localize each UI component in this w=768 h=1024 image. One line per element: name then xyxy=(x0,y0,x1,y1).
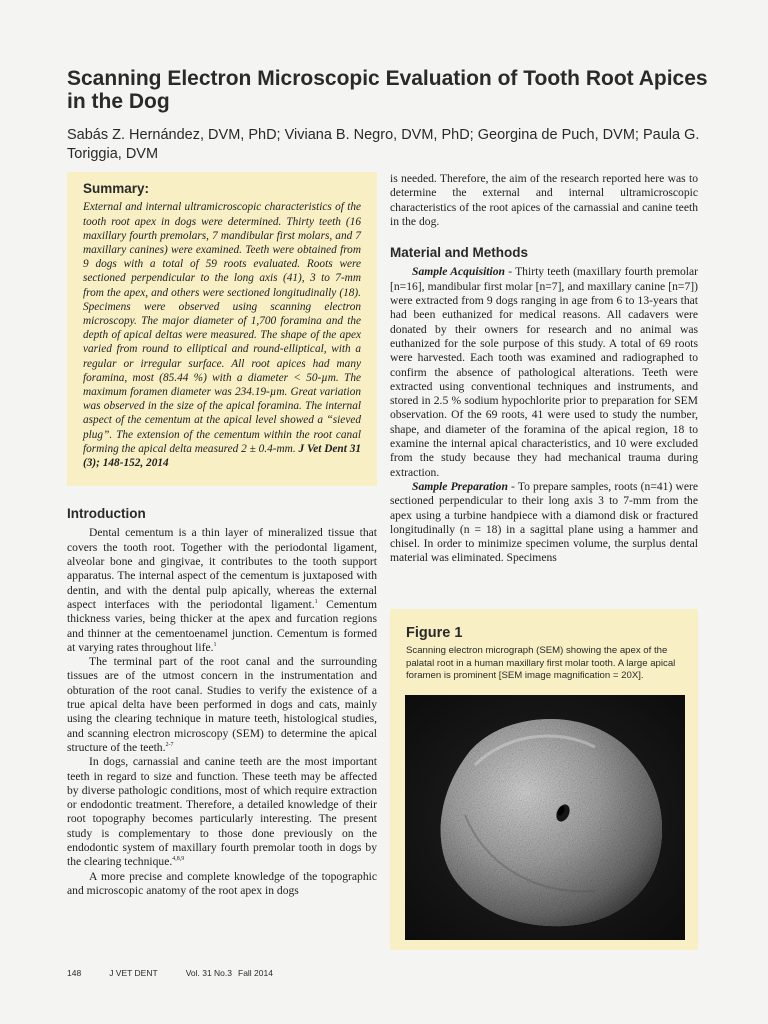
intro-paragraph-3: In dogs, carnassial and canine teeth are the most important teeth in regard to size and function. These teeth may be affected by diverse pathologic conditions, most of which require extraction or endodontic treatment. Therefore, a detailed knowledge of their root topography becomes particularly interesting. The present study is complementary to those done previously on the endodontic system of maxillary fourth premolar tooth in dogs by the clearing technique.$^{4,8,9}$ xyxy=(67,755,377,869)
reference-mark: 4,8,9 xyxy=(172,856,185,863)
journal-volume: Vol. 31 No.3 xyxy=(185,968,232,978)
journal-name: J VET DENT xyxy=(109,968,158,978)
reference-mark: 1 xyxy=(314,599,318,606)
introduction-heading: Introduction xyxy=(67,506,146,522)
journal-season: Fall 2014 xyxy=(238,968,273,978)
intro-paragraph-1: Dental cementum is a thin layer of mineralized tissue that covers the tooth root. Together with the periodontal ligament, alveolar bone and gingivae, it contributes to the tooth support apparatus. The internal aspect of the cementum is juxtaposed with dentin, and with the dental pulp apically, whereas the external aspect interfaces with the periodontal ligament.$^1$ Cementum thickness varies, being thicker at the apex and furcation regions and thinner at the cementoenamel junction. Cementum is formed at varying rates throughout life.$^1$ xyxy=(67,526,377,654)
right-column xyxy=(390,172,698,566)
page-footer xyxy=(67,968,301,978)
figure-1-box xyxy=(390,609,698,950)
sample-preparation-paragraph: Sample Preparation - To prepare samples, roots (n=41) were sectioned perpendicular to their long axis 3 to 7-mm from the apex using a turbine handpiece with a diamond disk or fractured longitudinally (n = 18) in a sagittal plane using a hammer and chisel. In order to minimize specimen volume, the surplus dental material was eliminated. Specimens xyxy=(390,479,698,565)
article-title: Scanning Electron Microscopic Evaluation of Tooth Root Apices in the Dog xyxy=(67,67,708,113)
intro-paragraph-4-continued: is needed. Therefore, the aim of the research reported here was to determine the external and internal ultramicroscopic characteristics of the root apices of the carnassial and canine teeth in the dog. xyxy=(390,172,698,228)
summary-citation: J Vet Dent 31 (3); 148-152, 2014 xyxy=(83,442,361,469)
figure-heading: Figure 1 xyxy=(406,625,463,641)
figure-caption: Scanning electron micrograph (SEM) showing the apex of the palatal root in a human maxillary first molar tooth. A large apical foramen is prominent [SEM image magnification = 20X]. xyxy=(406,645,676,682)
left-column xyxy=(67,172,377,898)
reference-mark: 2-7 xyxy=(165,742,174,749)
reference-mark: 1 xyxy=(213,641,217,648)
intro-paragraph-2: The terminal part of the root canal and the surrounding tissues are of the utmost concern in the instrumentation and obturation of the root canal. Studies to verify the existence of a true apical delta have been performed in dogs and cats, mainly using the clearing technique in mature teeth, histological studies, and scanning electron microscopy (SEM) to determine the apical structure of the teeth.$^{2-7}$ xyxy=(67,655,377,754)
methods-heading: Material and Methods xyxy=(390,245,529,261)
summary-heading: Summary: xyxy=(83,181,150,196)
author-list: Sabás Z. Hernández, DVM, PhD; Viviana B. Negro, DVM, PhD; Georgina de Puch, DVM; Paula G. Toriggia, DVM xyxy=(67,127,700,162)
sample-acquisition-label: Sample Acquisition xyxy=(412,265,505,279)
page-number: 148 xyxy=(67,968,82,978)
summary-text: External and internal ultramicroscopic characteristics of the tooth root apex in dogs were determined. Thirty teeth (16 maxillary fourth premolars, 7 mandibular first molars, and 7 maxillary canines) were examined. Teeth were obtained from 9 dogs with a total of 59 roots evaluated. Roots were sectioned perpendicular to the long axis (41), 3 to 7-mm from the apex, and others were sectioned longitudinally (18). Specimens were observed using scanning electron microscopy. The major diameter of 1,700 foramina and the depth of apical deltas were measured. The shape of the apex varied from round to elliptical and round-elliptical, with a regular or irregular surface. All root apices had many foramina, most (85.44 %) with a diameter < 50-µm. The maximum foramen diameter was 234.19-µm. Great variation was observed in the size of the apical foramina. The internal aspect of the cementum at the apical level showed a “sieved plug”. The extension of the cementum within the root canal forming the apical delta measured 2 ± 0.4-mm. J Vet Dent 31 (3); 148-152, 2014 xyxy=(83,201,361,469)
sem-micrograph-image xyxy=(405,695,685,940)
summary-box xyxy=(67,172,377,486)
sample-preparation-label: Sample Preparation xyxy=(412,479,508,493)
sample-acquisition-paragraph: Sample Acquisition - Thirty teeth (maxillary fourth premolar [n=16], mandibular first molar [n=7], and maxillary canine [n=7]) were extracted from 9 dogs ranging in age from 6 to 13-years that had been euthanized for medical reasons. All cadavers were donated by their owners for research and no animal was euthanized for the sole purpose of this study. A total of 69 roots were harvested. Each tooth was examined and radiographed to confirm the absence of pathological alterations. Teeth were extracted using conventional techniques and instruments, and stored in 2.5 % sodium hypochlorite prior to preparation for SEM observation. Of the 69 roots, 41 were used to study the number, shape, and diameter of the foramina of the apical region, 18 to examine the internal apical characteristics, and 10 were excluded from the study because they had mechanical trauma during extraction. xyxy=(390,265,698,479)
intro-paragraph-4: A more precise and complete knowledge of the topographic and microscopic anatomy of the root apex in dogs xyxy=(67,869,377,897)
